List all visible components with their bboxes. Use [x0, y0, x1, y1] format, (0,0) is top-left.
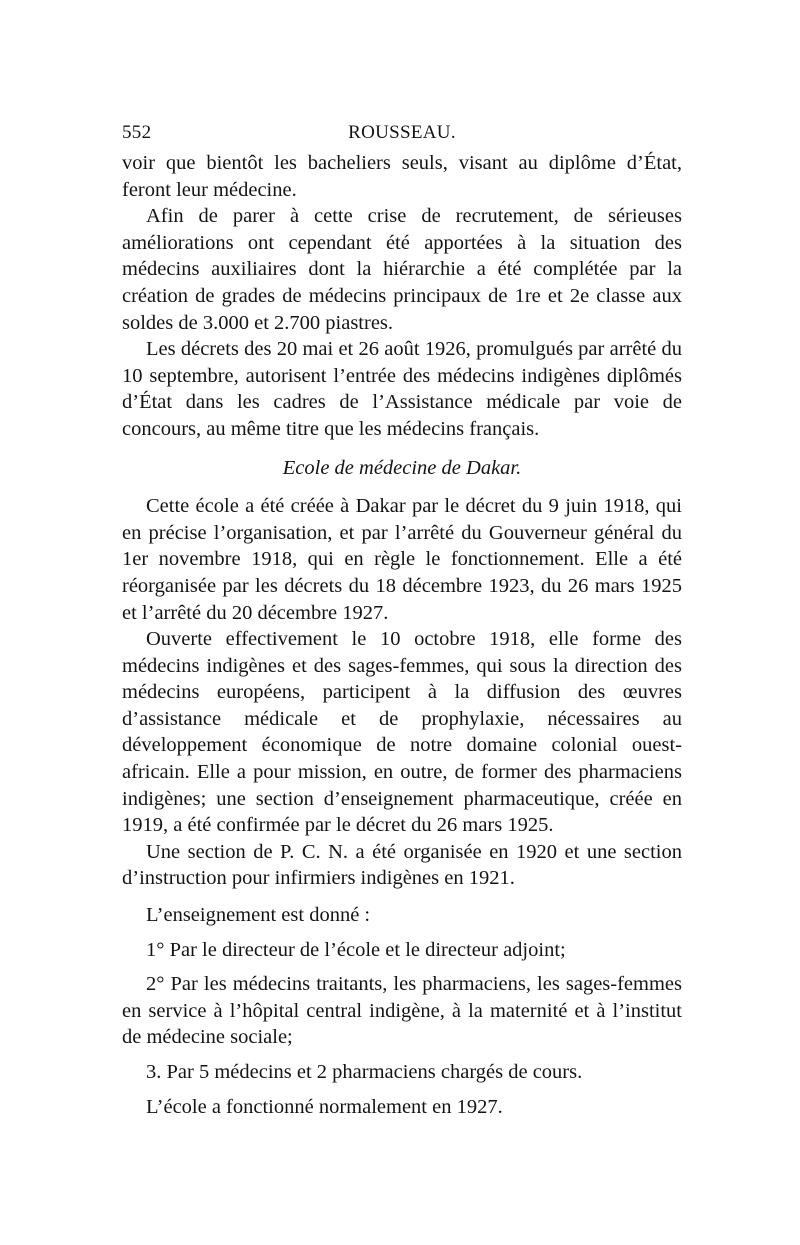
- paragraph-teaching: L’enseignement est donné :: [146, 904, 371, 927]
- book-page: [122, 116, 682, 1120]
- paragraph-sections: Une section de P. C. N. a été organisée en 1920 et une section d’instruction pour infirmiers indigènes en 1921.: [122, 840, 682, 890]
- list-item-3: 3. Par 5 médecins et 2 pharmaciens chargés de cours.: [146, 1061, 583, 1083]
- running-head: [122, 116, 682, 150]
- list-item-2: 2° Par les médecins traitants, les pharmaciens, les sages-femmes en service à l’hôpital central indigène, à la maternité et à l’institut de médecine sociale;: [122, 973, 682, 1049]
- running-title: ROUSSEAU.: [348, 122, 456, 143]
- paragraph-opening: Ouverte effectivement le 10 octobre 1918, elle forme des médecins indigènes et des sages-femmes, qui sous la direction des médecins européens, participent à la diffusion des œuvres d’assistance médicale et de prophylaxie, nécessaires au développement économique de notre domaine colonial ouest-africain. Elle a pour mission, en outre, de former des pharmaciens indigènes; une section d’enseignement pharmaceutique, créée en 1919, a été confirmée par le décret du 26 mars 1925.: [122, 628, 682, 837]
- page-number: 552: [122, 122, 152, 143]
- list-item-1: 1° Par le directeur de l’école et le directeur adjoint;: [146, 938, 566, 961]
- paragraph-continuation: voir que bientôt les bacheliers seuls, visant au diplôme d’État, feront leur médecine.: [122, 152, 682, 201]
- paragraph-decrees: Les décrets des 20 mai et 26 août 1926, promulgués par arrêté du 10 septembre, autorisent l’entrée des médecins indigènes diplômés d’État dans les cadres de l’Assistance médicale par voie de concours, au même titre que les médecins français.: [122, 338, 682, 440]
- paragraph-recruitment: Afin de parer à cette crise de recrutement, de sérieuses améliorations ont cependant été apportées à la situation des médecins auxiliaires dont la hiérarchie a été complétée par la création de grades de médecins principaux de 1re et 2e classe aux soldes de 3.000 et 2.700 piastres.: [122, 205, 682, 334]
- page-body: [122, 150, 682, 1120]
- paragraph-conclusion: L’école a fonctionné normalement en 1927.: [146, 1095, 503, 1118]
- section-heading: Ecole de médecine de Dakar.: [282, 456, 522, 479]
- paragraph-creation: Cette école a été créée à Dakar par le décret du 9 juin 1918, qui en précise l’organisation, et par l’arrêté du Gouverneur général du 1er novembre 1918, qui en règle le fonctionnement. Elle a été réorganisée par les décrets du 18 décembre 1923, du 26 mars 1925 et l’arrêté du 20 décembre 1927.: [122, 495, 682, 624]
